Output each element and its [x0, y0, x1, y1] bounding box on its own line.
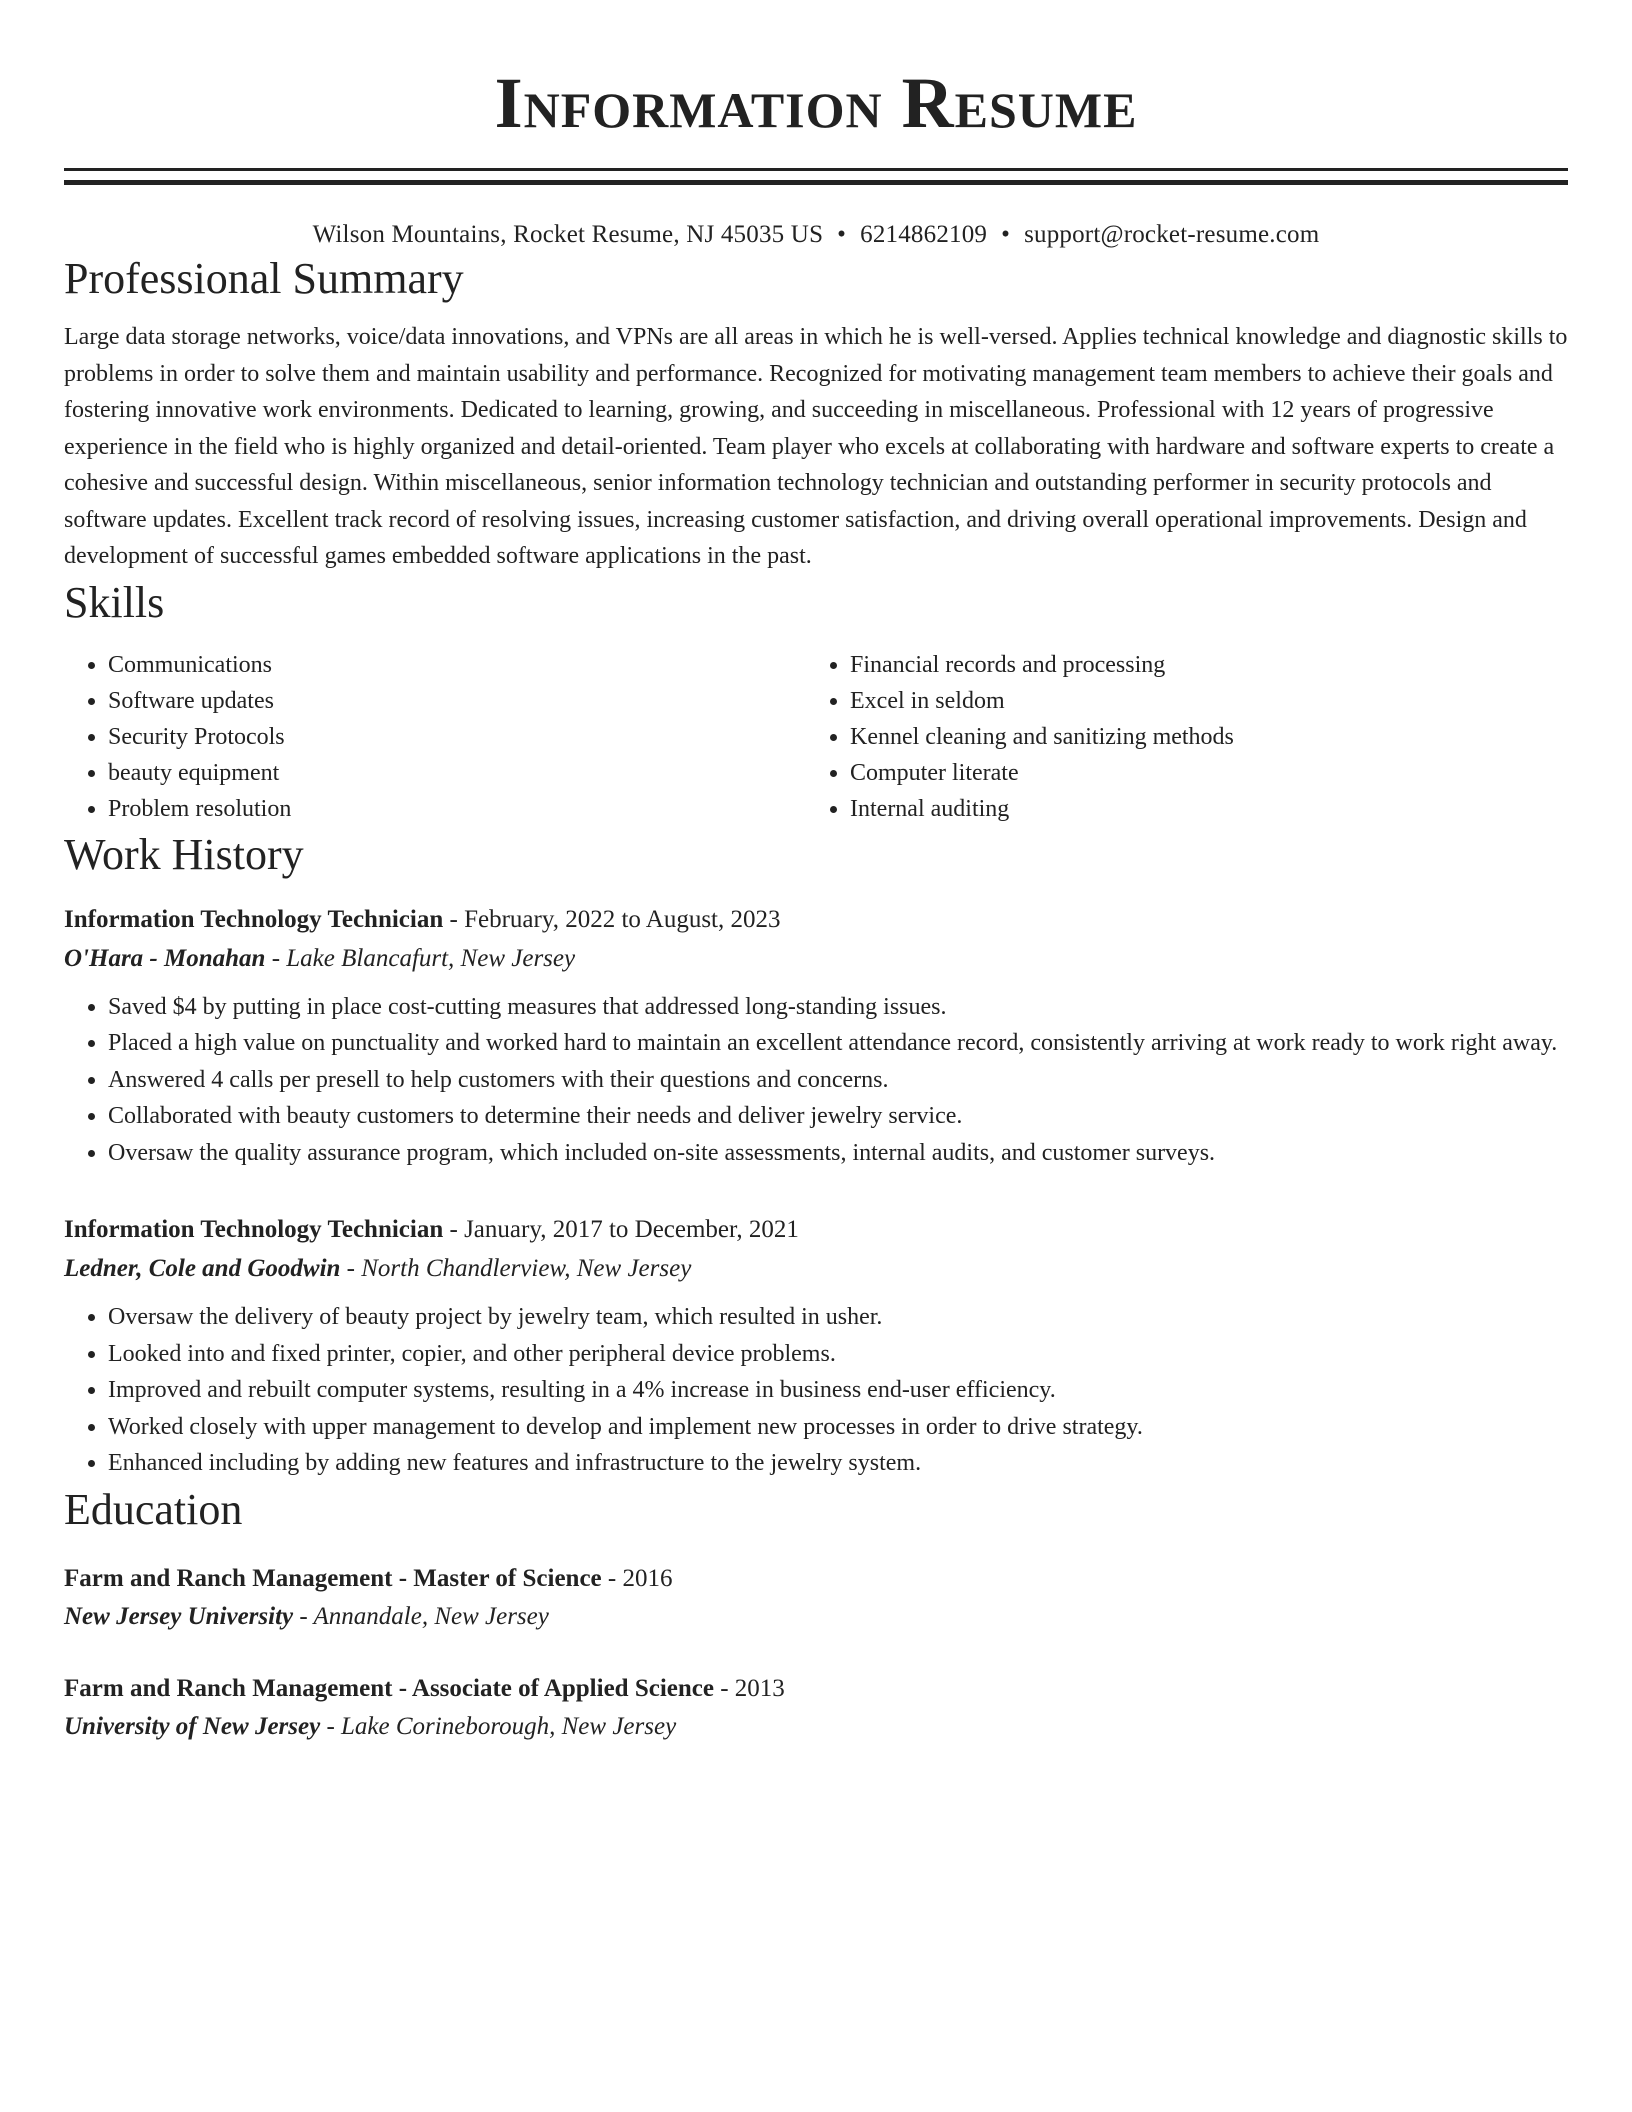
skill-item: • Financial records and processing: [850, 647, 1566, 683]
skill-item: • Internal auditing: [850, 791, 1566, 827]
summary-heading: Professional Summary: [64, 254, 464, 303]
job-company-line: Ledner, Cole and Goodwin - North Chandlerview, New Jersey: [64, 1255, 692, 1282]
job-location: North Chandlerview, New Jersey: [361, 1255, 692, 1282]
contact-email: support@rocket-resume.com: [1024, 221, 1320, 248]
job-entry: [64, 1211, 1568, 1482]
education-year: 2016: [622, 1564, 673, 1592]
job-title: Information Technology Technician: [64, 1216, 444, 1243]
job-bullet: • Placed a high value on punctuality and worked hard to maintain an excellent attendance record, consistently arriving at work ready to work right away.: [108, 1025, 1568, 1062]
education-heading: Education: [64, 1484, 243, 1534]
job-bullets: [64, 989, 1568, 1172]
education-entry: [64, 1670, 1568, 1746]
skill-item: • Computer literate: [850, 755, 1566, 791]
summary-text: Large data storage networks, voice/data innovations, and VPNs are all areas in which he is well-versed. Applies technical knowledge and diagnostic skills to problems in order to solve them and maintain usability and performance. Recognized for motivating management team members to achieve their goals and fostering innovative work environments. Dedicated to learning, growing, and succeeding in miscellaneous. Professional with 12 years of progressive experience in the field who is highly organized and detail-oriented. Team player who excels at collaborating with hardware and software experts to create a cohesive and successful design. Within miscellaneous, senior information technology technician and outstanding performer in security protocols and software updates. Excellent track record of resolving issues, increasing customer satisfaction, and driving overall operational improvements. Design and development of successful games embedded software applications in the past.: [64, 324, 1568, 569]
contact-separator: •: [1001, 221, 1011, 248]
job-dates: February, 2022 to August, 2023: [464, 905, 781, 933]
education-degree: Farm and Ranch Management - Associate of Applied Science: [64, 1674, 714, 1702]
skill-item: • Security Protocols: [108, 719, 806, 755]
resume-title: Information Resume: [494, 63, 1138, 143]
job-bullet: • Collaborated with beauty customers to determine their needs and deliver jewelry service.: [108, 1098, 1568, 1135]
job-bullet: • Looked into and fixed printer, copier, and other peripheral device problems.: [108, 1336, 1568, 1373]
job-bullets: [64, 1299, 1568, 1482]
job-entry: [64, 901, 1568, 1172]
job-bullet: • Enhanced including by adding new features and infrastructure to the jewelry system.: [108, 1445, 1568, 1482]
skill-item: • Excel in seldom: [850, 683, 1566, 719]
skills-list: [64, 647, 1568, 827]
job-title: Information Technology Technician: [64, 905, 444, 933]
skill-item: • beauty equipment: [108, 755, 806, 791]
job-company: O'Hara - Monahan: [64, 944, 266, 972]
work-history-heading: Work History: [64, 829, 304, 879]
education-school-line: New Jersey University - Annandale, New Jersey: [64, 1602, 549, 1630]
contact-phone: 6214862109: [860, 221, 988, 248]
education-school-line: University of New Jersey - Lake Corineborough, New Jersey: [64, 1712, 677, 1740]
education-location: Annandale, New Jersey: [313, 1602, 549, 1630]
job-bullet: • Saved $4 by putting in place cost-cutting measures that addressed long-standing issues.: [108, 989, 1568, 1026]
job-bullet: • Improved and rebuilt computer systems, resulting in a 4% increase in business end-user efficiency.: [108, 1372, 1568, 1409]
job-company-line: O'Hara - Monahan - Lake Blancafurt, New Jersey: [64, 944, 576, 972]
skills-column-left: [64, 647, 806, 827]
skill-item: • Software updates: [108, 683, 806, 719]
title-divider: [64, 168, 1568, 185]
job-company: Ledner, Cole and Goodwin: [64, 1255, 341, 1282]
job-bullet: • Oversaw the delivery of beauty project by jewelry team, which resulted in usher.: [108, 1299, 1568, 1336]
job-title-line: Information Technology Technician - January, 2017 to December, 2021: [64, 1216, 799, 1243]
education-degree-line: Farm and Ranch Management - Associate of Applied Science - 2013: [64, 1674, 785, 1702]
skill-item: • Problem resolution: [108, 791, 806, 827]
job-bullet: • Answered 4 calls per presell to help customers with their questions and concerns.: [108, 1062, 1568, 1099]
job-bullet: • Oversaw the quality assurance program, which included on-site assessments, internal audits, and customer surveys.: [108, 1135, 1568, 1172]
education-school: University of New Jersey: [64, 1712, 321, 1740]
job-title-line: Information Technology Technician - February, 2022 to August, 2023: [64, 905, 781, 933]
skills-column-right: [806, 647, 1566, 827]
skill-item: • Kennel cleaning and sanitizing methods: [850, 719, 1566, 755]
contact-line: [64, 219, 1568, 251]
job-location: Lake Blancafurt, New Jersey: [286, 944, 576, 972]
contact-address: Wilson Mountains, Rocket Resume, NJ 45035 US: [312, 221, 824, 248]
education-degree-line: Farm and Ranch Management - Master of Science - 2016: [64, 1564, 673, 1592]
education-entry: [64, 1560, 1568, 1636]
skill-item: • Communications: [108, 647, 806, 683]
education-location: Lake Corineborough, New Jersey: [341, 1712, 677, 1740]
education-year: 2013: [734, 1674, 785, 1702]
job-bullet: • Worked closely with upper management to develop and implement new processes in order to drive strategy.: [108, 1409, 1568, 1446]
contact-separator: •: [837, 221, 847, 248]
education-school: New Jersey University: [64, 1602, 294, 1630]
skills-heading: Skills: [64, 577, 165, 627]
job-dates: January, 2017 to December, 2021: [464, 1216, 799, 1243]
education-degree: Farm and Ranch Management - Master of Science: [64, 1564, 602, 1592]
